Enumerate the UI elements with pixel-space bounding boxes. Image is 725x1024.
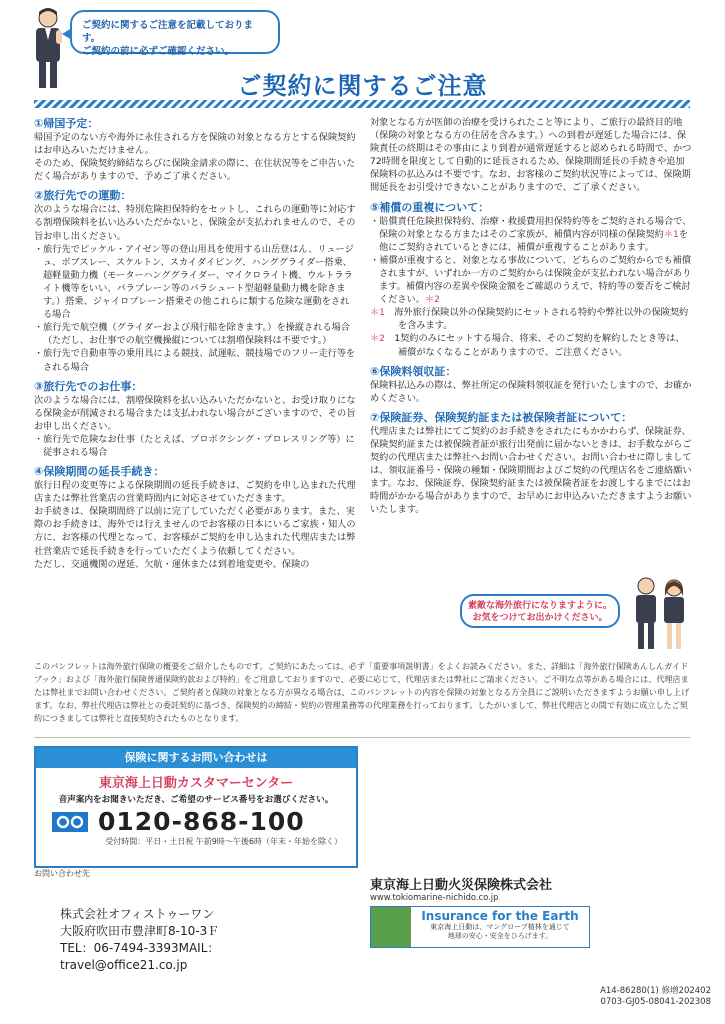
section-2-heading: ②旅行先での運動： [34, 189, 132, 203]
company-name: 東京海上日動火災保険株式会社 [370, 878, 553, 893]
agency-info [60, 906, 219, 974]
section-1-text-2: そのため、保険契約締結ならびに保険金請求の際に、在住状況等をご申告いただく場合がありますので、予めご了承ください。 [34, 158, 356, 183]
agency-tel: TEL：06-7494-3393MAIL： [60, 941, 220, 955]
section-6-heading: ⑥保険料領収証： [370, 364, 457, 378]
section-2-bullet-1: ・旅行先でピッケル・アイゼン等の登山用具を使用する山岳登はん、リュージュ、ボブスレー、スケルトン、スカイダイビング、ハンググライダー搭乗、超軽量動力機（モーターハンググライダー、マイクロライト機、ウルトラライト機等をいい、パラプレーン等のパラシュート型超軽量動力機を除きます。）搭乗、ジャイロプレーン搭乗その他これらに類する危険な運動をされる場合 [34, 243, 354, 321]
free-dial-icon [52, 812, 88, 832]
section-6-text: 保険料払込みの際は、弊社所定の保険料領収証を発行いたしますので、お確かめください。 [370, 379, 692, 404]
agency-mail[interactable]: travel@office21.co.jp [60, 958, 188, 972]
note-ref-1: ＊1 [663, 228, 679, 240]
page-title: ご契約に関するご注意 [237, 72, 488, 100]
insurance-for-earth-banner [370, 906, 590, 948]
section-7-heading: ⑦保険証券、保険契約証または被保険者証について： [370, 410, 633, 424]
ife-title: Insurance for the Earth [421, 909, 579, 923]
right-column [370, 116, 692, 516]
section-4-text-2: お手続きは、保険期間終了以前に完了していただく必要があります。また、実際のお手続きは、海外では行えませんのでお客様の日本にいるご家族・知人の方に、お客様の代理となって、お客様がご契約を申し込まれた代理店または弊社営業店で延長手続きを行っていただくよう依頼してください。 [34, 506, 356, 557]
section-5-bullet-2-text: ・補償が重複すると、対象となる事故について、どちらのご契約からでも補償されますが、いずれか一方のご契約からは保険金が支払われない場合があります。補償内容の差異や保険金額をご確認のうえで、特約等の要否をご検討ください。 [370, 254, 692, 306]
section-7-text: 代理店または弊社にてご契約のお手続きをされたにもかかわらず、保険証券、保険契約証または被保険者証が旅行出発前に届かないときは、お手数ながらご契約の代理店または弊社へお問い合わせください。お問い合わせに際しましては、領収証番号・保険の種類・保険期間およびご契約の代理店名をご連絡願います。なお、保険証券、保険契約証または被保険者証をお渡しするまでにはお時間がかかる場合がありますので、お早めにお申込みいただきますようお願いいたします。 [370, 425, 692, 516]
document-code-1: A14-86280(1) 修増202402 [600, 986, 711, 996]
section-5-bullet-2 [370, 254, 692, 306]
agency-name: 株式会社オフィストゥーワン [60, 907, 215, 921]
phone-row [52, 807, 356, 836]
note-ref-2: ＊2 [424, 294, 440, 306]
company-url[interactable]: www.tokiomarine-nichido.co.jp [370, 892, 499, 902]
footnote-2-text: 1契約のみにセットする場合、将来、そのご契約を解約したとき等は、補償がなくなることがありますので、ご注意ください。 [394, 333, 685, 358]
footnote-2 [370, 332, 692, 358]
customer-center-name: 東京海上日動カスタマーセンター [98, 776, 294, 791]
document-code-2: 0703-GJ05-08041-202308 [600, 997, 711, 1007]
divider-line [34, 737, 690, 738]
left-column [34, 116, 358, 571]
speech-line-2: ご契約の前に必ずご確認ください。 [82, 46, 235, 57]
footnote-1-text: 海外旅行保険以外の保険契約にセットされる特約や弊社以外の保険契約を含みます。 [394, 307, 689, 332]
ife-sub-1: 東京海上日動は、マングローブ植林を通じて [430, 923, 570, 931]
phone-number[interactable]: 0120-868-100 [98, 807, 305, 836]
section-5-bullet-1-rest: を他にご契約されているときには、補償が重複することがあります。 [379, 228, 689, 253]
title-stripe-divider [34, 100, 690, 108]
agency-address: 大阪府吹田市豊津町8-10-3Ｆ [60, 924, 220, 938]
section-4-continued: 対象となる方が医師の治療を受けられたこと等により、ご旅行の最終目的地（保険の対象となる方の住居を含みます。）への到着が遅延した場合には、保険責任の終期はその事由により到着が通常遅延すると認められる時間で、かつ72時間を限度として自動的に延長されるため、保険期間延長の手続きや追加保険料の払込みは不要です。なお、お客様のご契約状況等によっては、保険期間延長をお引受けできないことがありますので、ご了承ください。 [370, 117, 692, 194]
voice-guidance-text: 音声案内をお聞きいただき、ご希望のサービス番号をお選びください。 [58, 795, 334, 805]
service-hours: 受付時間：平日・土日祝 午前9時〜午後6時（年末・年始を除く） [105, 837, 342, 846]
section-4-heading: ④保険期間の延長手続き： [34, 465, 165, 479]
contact-box [34, 746, 358, 868]
footnote-1 [370, 306, 692, 332]
section-1-heading: ①帰国予定： [34, 117, 99, 130]
section-2-text: 次のような場合には、特別危険担保特約をセットし、これらの運動等に対応する割増保険料を払い込みいただかないと、保険金が支払われませんので、その旨お申し出ください。 [34, 204, 356, 242]
footnote-2-mark: ＊2 [370, 333, 386, 345]
section-2-bullet-3: ・旅行先で自動車等の乗用具による競技、試運転、競技場でのフリー走行等をされる場合 [34, 348, 356, 373]
ife-sub-2: 地球の安心・安全をひろげます。 [447, 932, 553, 940]
speech-line-1: ご契約に関するご注意を記載しております。 [82, 20, 254, 44]
section-3-heading: ③旅行先でのお仕事： [34, 379, 143, 393]
contact-heading: 保険に関するお問い合わせは [36, 748, 356, 768]
farewell-line-1: 素敵な海外旅行になりますように。 [467, 601, 612, 611]
inquiry-label: お問い合わせ先 [34, 869, 90, 878]
section-4-text-1: 旅行日程の変更等による保険期間の延長手続きは、ご契約を申し込まれた代理店または弊社営業店の営業時間内に対応させていただきます。 [34, 480, 356, 505]
section-2-bullet-2: ・旅行先で航空機（グライダーおよび飛行船を除きます。）を操縦される場合（ただし、お仕事での航空機操縦については割増保険料は不要です。） [34, 322, 350, 347]
document-code [600, 986, 711, 1008]
section-5-bullet-1-text: ・賠償責任危険担保特約、治療・救援費用担保特約等をご契約される場合で、保険の対象となる方またはそのご家族が、補償内容が同様の保険契約 [370, 215, 692, 240]
farewell-line-2: お気をつけてお出かけください。 [472, 613, 608, 623]
staff-pair-icon [630, 576, 690, 652]
farewell-speech-bubble [460, 594, 620, 628]
section-5-heading: ⑤補償の重複について： [370, 200, 490, 214]
section-5-bullet-1 [370, 215, 692, 254]
intro-speech-bubble [70, 10, 280, 57]
section-1-text-1: 帰国予定のない方や海外に永住される方を保険の対象となる方とする保険契約はお申込みいただけません。 [34, 132, 356, 157]
section-3-text: 次のような場合には、割増保険料を払い込みいただかないと、お受け取りになる保険金が削減される場合または支払われない場合がございますので、その旨お申し出ください。 [34, 394, 356, 432]
mangrove-photo [371, 907, 411, 947]
disclaimer-text: このパンフレットは海外旅行保険の概要をご紹介したものです。ご契約にあたっては、必ず「重要事項説明書」をよくお読みください。また、詳細は「海外旅行保険あんしんガイドブック」および「海外旅行保険普通保険約款および特約」をご用意しておりますので、必要に応じて、代理店または弊社にご請求ください。ご不明な点等がある場合には、代理店または弊社までお問い合わせください。ご契約者と保険の対象となる方が異なる場合は、このパンフレットの内容を保険の対象となる方全員にご説明いただきますようお願い申し上げます。なお、弊社代理店は弊社との委託契約に基づき、保険契約の締結・契約の管理業務等の代理業務を行っております。したがいまして、弊社代理店との間で有効に成立したご契約につきましては弊社と直接契約されたものとなります。 [34, 661, 690, 723]
section-3-bullet-1: ・旅行先で危険なお仕事（たとえば、プロボクシング・プロレスリング等）に従事される場合 [34, 433, 355, 458]
section-4-text-3: ただし、交通機関の遅延、欠航・運休または到着地変更や、保険の [34, 558, 310, 570]
footnote-1-mark: ＊1 [370, 307, 386, 319]
